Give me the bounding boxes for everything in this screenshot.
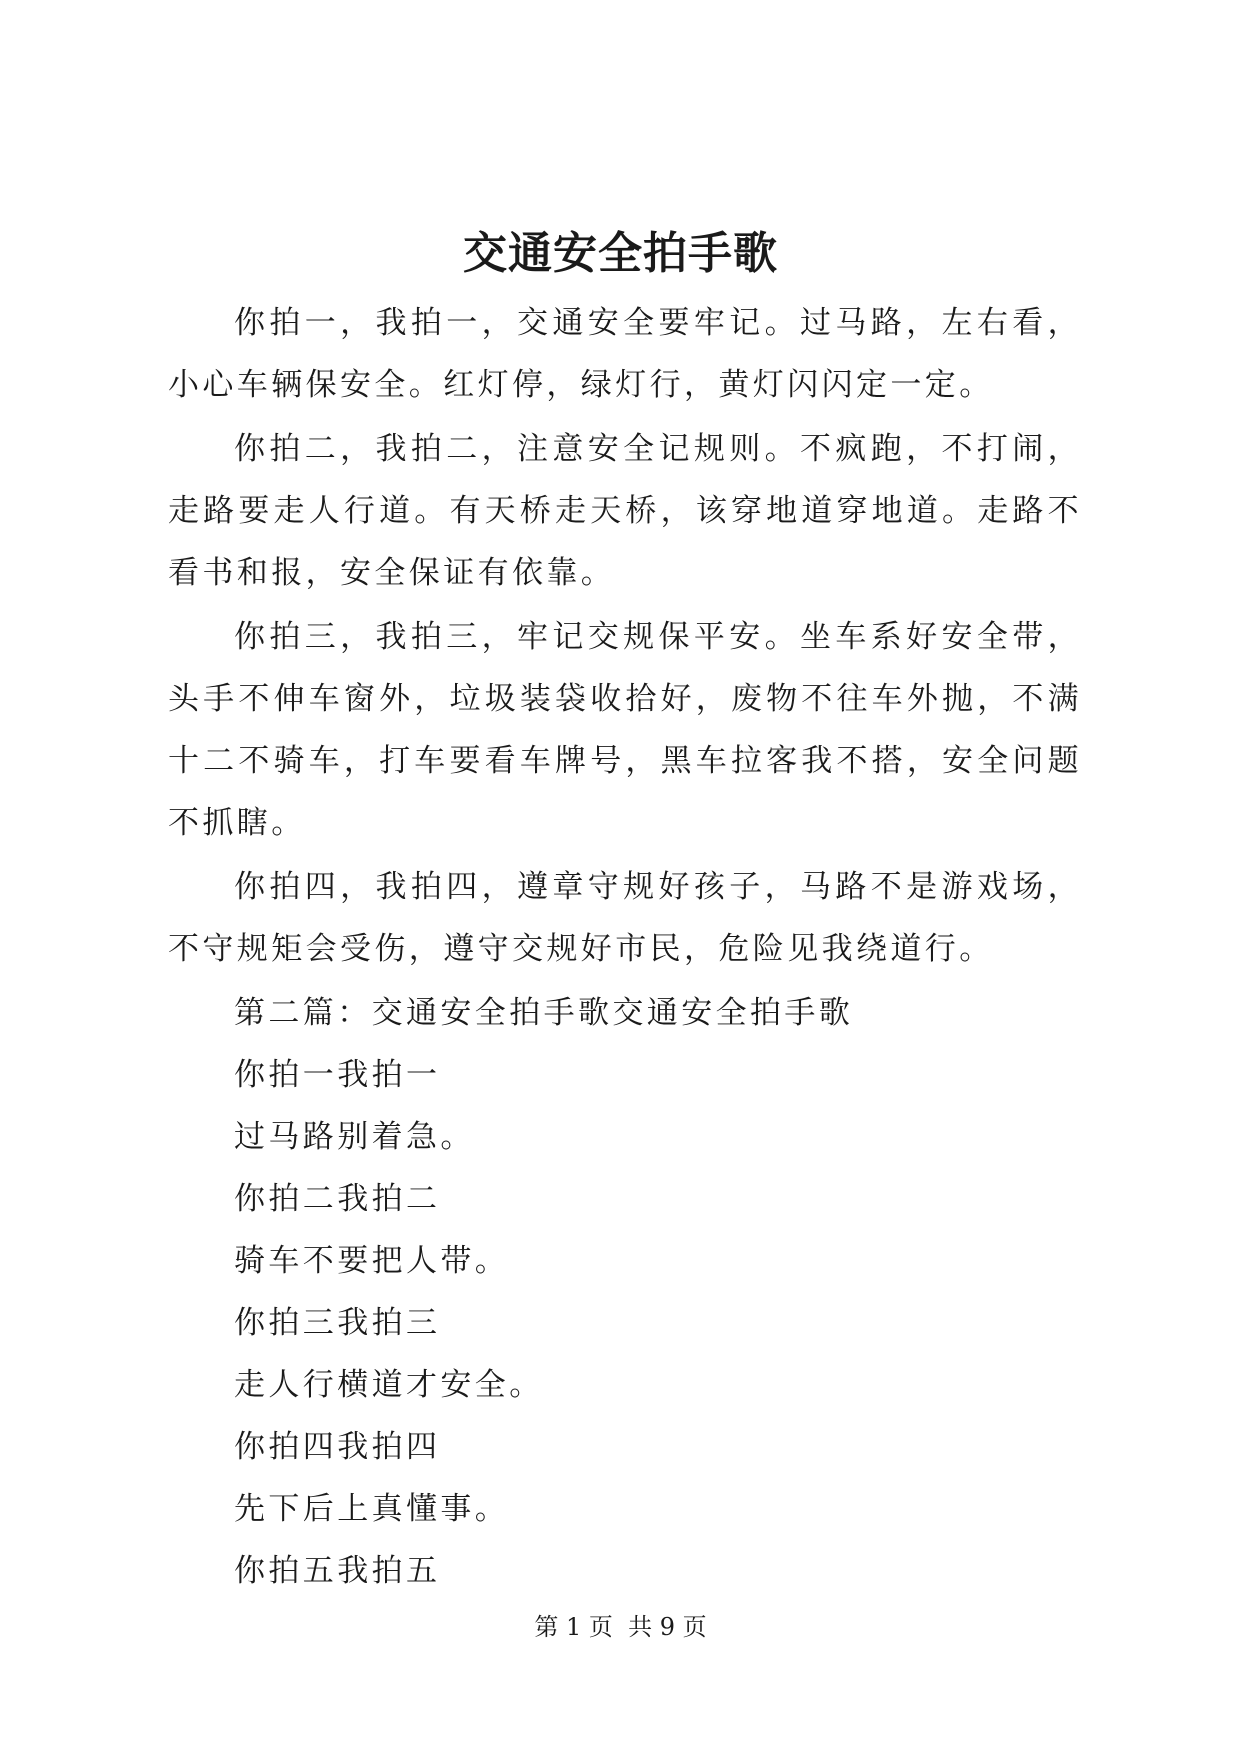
paragraph: 你拍三，我拍三，牢记交规保平安。坐车系好安全带，头手不伸车窗外，垃圾装袋收拾好，废物不往车外抛，不满十二不骑车，打车要看车牌号，黑车拉客我不搭，安全问题不抓瞎。 [168, 619, 1082, 841]
document-title: 交通安全拍手歌 [463, 228, 778, 279]
verse-line: 骑车不要把人带。 [234, 1243, 510, 1279]
verse-line: 走人行横道才安全。 [234, 1367, 544, 1403]
paragraph: 你拍二，我拍二，注意安全记规则。不疯跑，不打闹，走路要走人行道。有天桥走天桥，该穿地道穿地道。走路不看书和报，安全保证有依靠。 [168, 431, 1082, 591]
paragraph: 你拍四，我拍四，遵章守规好孩子，马路不是游戏场，不守规矩会受伤，遵守交规好市民，危险见我绕道行。 [168, 869, 1082, 967]
page-number: 第 1 页 共 9 页 [534, 1613, 707, 1641]
section-heading: 第二篇：交通安全拍手歌交通安全拍手歌 [234, 995, 854, 1031]
verse-line: 过马路别着急。 [234, 1119, 475, 1155]
verse-line: 你拍二我拍二 [234, 1181, 441, 1217]
verse-line: 你拍三我拍三 [234, 1305, 441, 1341]
paragraph: 你拍一，我拍一，交通安全要牢记。过马路，左右看，小心车辆保安全。红灯停，绿灯行，黄灯闪闪定一定。 [168, 305, 1082, 403]
verse-line: 你拍四我拍四 [234, 1429, 441, 1465]
document-body [168, 292, 1082, 1602]
page-footer [0, 1610, 1241, 1644]
verse-line: 你拍五我拍五 [234, 1553, 441, 1589]
verse-line: 你拍一我拍一 [234, 1057, 441, 1093]
verse-line: 先下后上真懂事。 [234, 1491, 510, 1527]
